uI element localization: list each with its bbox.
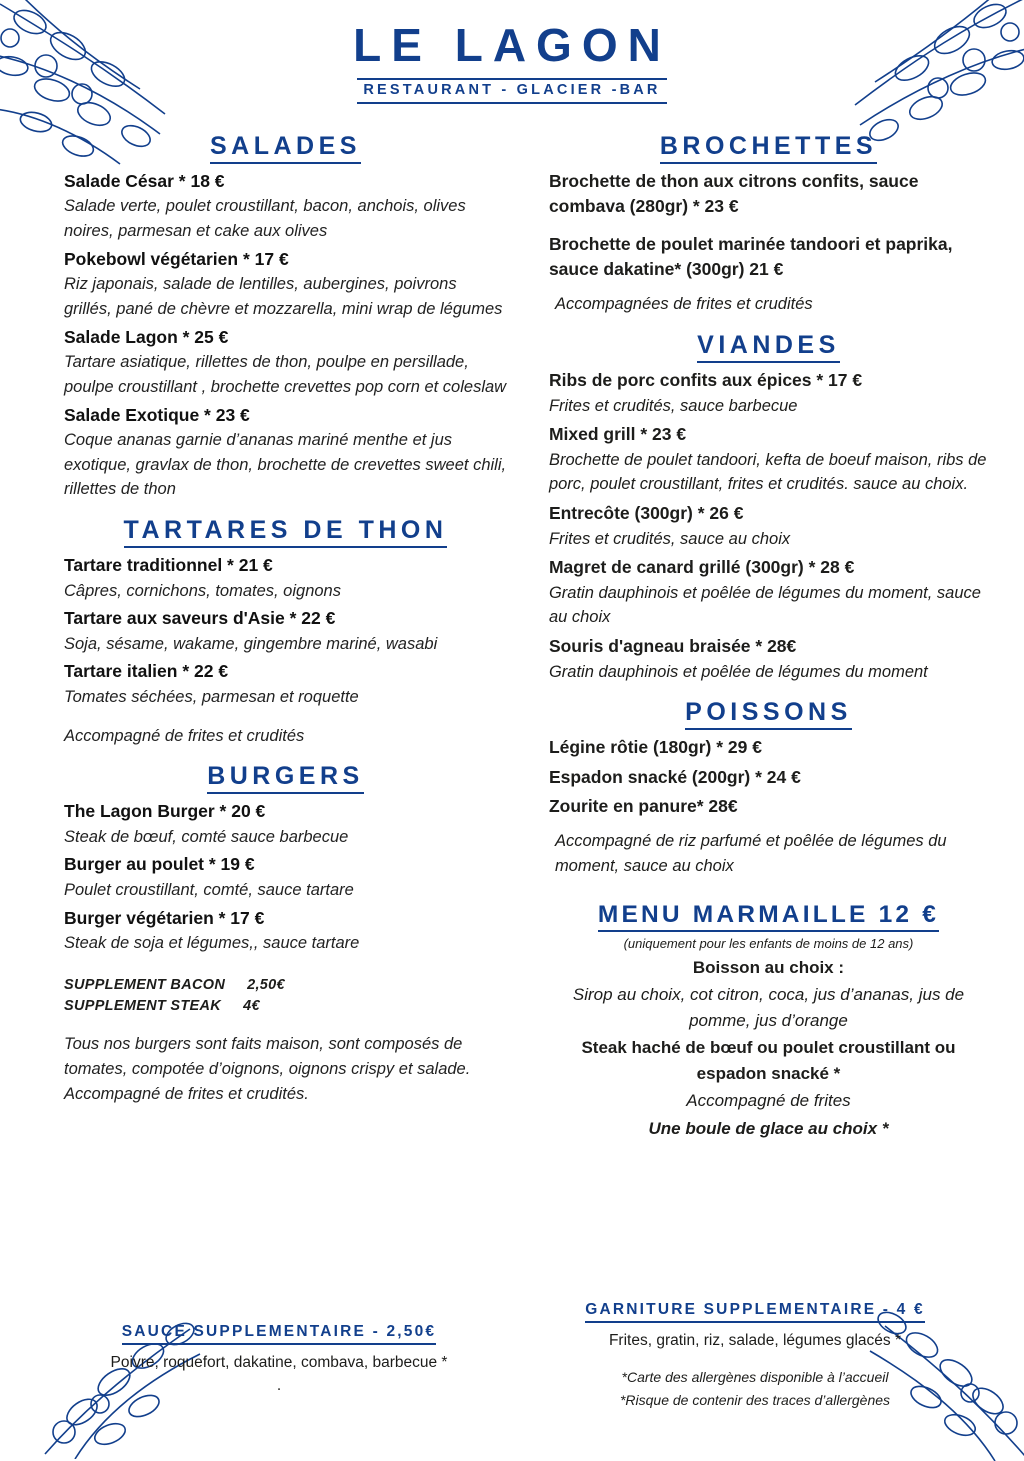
menu-item bbox=[64, 325, 507, 400]
restaurant-name: LE LAGON bbox=[353, 19, 671, 71]
item-description: Frites et crudités, sauce barbecue bbox=[548, 396, 798, 415]
menu-item bbox=[64, 247, 507, 322]
footer-title: SAUCE SUPPLEMENTAIRE - 2,50€ bbox=[122, 1323, 437, 1345]
menu-item bbox=[549, 555, 988, 630]
item-name: Burger au poulet * 19 € bbox=[64, 854, 255, 875]
item-description: Riz japonais, salade de lentilles, aubergines, poivrons grillés, pané de chèvre et mozzarella, mini wrap de légumes bbox=[64, 275, 503, 318]
item-description: Tomates séchées, parmesan et roquette bbox=[64, 687, 359, 706]
item-name: Souris d'agneau braisée * 28€ bbox=[548, 636, 797, 657]
item-description: Steak de soja et légumes,, sauce tartare bbox=[64, 933, 360, 952]
item-description: Steak de bœuf, comté sauce barbecue bbox=[64, 827, 349, 846]
item-name: Tartare traditionnel * 21 € bbox=[64, 555, 273, 576]
item-description: Poulet croustillant, comté, sauce tartare bbox=[64, 880, 354, 899]
section-title-brochettes: BROCHETTES bbox=[549, 132, 988, 161]
menu-item bbox=[549, 169, 988, 220]
menu-item bbox=[64, 852, 507, 902]
item-description: Coque ananas garnie d’ananas mariné menthe et jus exotique, gravlax de thon, brochette de crevettes sweet chili, rillettes de thon bbox=[64, 430, 507, 499]
section-title-tartares: TARTARES DE THON bbox=[64, 516, 507, 545]
allergen-note-1: *Carte des allergènes disponible à l’accueil bbox=[621, 1369, 889, 1386]
item-name: Légine rôtie (180gr) * 29 € bbox=[548, 737, 762, 758]
item-name: Espadon snacké (200gr) * 24 € bbox=[548, 766, 801, 787]
menu-column-left bbox=[26, 118, 513, 1144]
menu-item bbox=[549, 634, 988, 684]
supplement-row bbox=[64, 975, 507, 997]
menu-item bbox=[64, 553, 507, 603]
item-description: Gratin dauphinois et poêlée de légumes du moment bbox=[548, 662, 928, 681]
marmaille-line: Steak haché de bœuf ou poulet croustillant ou espadon snacké * bbox=[581, 1038, 956, 1083]
menu-item bbox=[64, 906, 507, 956]
item-description: Gratin dauphinois et poêlée de légumes du moment, sauce au choix bbox=[548, 583, 981, 627]
item-name: Salade Exotique * 23 € bbox=[64, 404, 250, 425]
supplement-label: SUPPLEMENT STEAK bbox=[64, 998, 222, 1015]
marmaille-subtitle: (uniquement pour les enfants de moins de 12 ans) bbox=[623, 935, 914, 951]
item-name: Ribs de porc confits aux épices * 17 € bbox=[548, 370, 863, 391]
item-description: Tartare asiatique, rillettes de thon, poulpe en persillade, poulpe croustillant , brochette crevettes pop corn et coleslaw bbox=[64, 353, 507, 396]
footer-sauce-supplement bbox=[64, 1323, 494, 1398]
section-note-burgers: Tous nos burgers sont faits maison, sont composés de tomates, compotée d’oignons, oignons crispy et salade. Accompagné de frites et crudités. bbox=[64, 1035, 471, 1103]
supplement-row bbox=[64, 996, 507, 1018]
menu-item bbox=[64, 606, 507, 656]
item-name: Entrecôte (300gr) * 26 € bbox=[548, 503, 744, 524]
menu-item bbox=[64, 799, 507, 849]
footer-text: Poivre, roquefort, dakatine, combava, barbecue * bbox=[110, 1353, 448, 1371]
menu-item bbox=[64, 403, 507, 503]
item-name: Zourite en panure* 28€ bbox=[548, 796, 738, 817]
menu-item bbox=[549, 422, 988, 497]
footer-dot: . bbox=[276, 1376, 282, 1394]
section-note-brochettes: Accompagnées de frites et crudités bbox=[554, 295, 813, 314]
menu-item bbox=[549, 765, 988, 790]
item-name: Brochette de thon aux citrons confits, sauce combava (280gr) * 23 € bbox=[548, 170, 919, 217]
marmaille-line: Boisson au choix : bbox=[692, 957, 845, 977]
item-name: Tartare italien * 22 € bbox=[64, 661, 229, 682]
item-description: Salade verte, poulet croustillant, bacon, anchois, olives noires, parmesan et cake aux olives bbox=[64, 197, 466, 241]
menu-column-right bbox=[513, 118, 998, 1144]
item-name: Mixed grill * 23 € bbox=[548, 424, 687, 445]
supplement-price: 4€ bbox=[243, 998, 260, 1015]
footer-title: GARNITURE SUPPLEMENTAIRE - 4 € bbox=[585, 1301, 925, 1323]
section-title-marmaille: MENU MARMAILLE 12 € bbox=[549, 901, 988, 929]
menu-header bbox=[0, 0, 1024, 104]
marmaille-line: Une boule de glace au choix * bbox=[648, 1118, 889, 1138]
section-title-burgers: BURGERS bbox=[64, 762, 507, 791]
item-name: Salade César * 18 € bbox=[64, 170, 225, 191]
menu-item bbox=[64, 169, 507, 244]
restaurant-tagline: RESTAURANT - GLACIER -BAR bbox=[357, 78, 666, 104]
item-description: Soja, sésame, wakame, gingembre mariné, wasabi bbox=[64, 634, 438, 653]
section-title-salades: SALADES bbox=[64, 132, 507, 161]
item-description: Brochette de poulet tandoori, kefta de boeuf maison, ribs de porc, poulet croustillant, frites et crudités. sauce au choix. bbox=[548, 450, 987, 494]
menu-item bbox=[549, 794, 988, 819]
section-title-viandes: VIANDES bbox=[549, 331, 988, 360]
menu-item bbox=[549, 735, 988, 760]
item-name: Salade Lagon * 25 € bbox=[64, 326, 229, 347]
supplement-label: SUPPLEMENT BACON bbox=[64, 976, 226, 993]
section-note-tartares: Accompagné de frites et crudités bbox=[64, 726, 305, 745]
allergen-note-2: *Risque de contenir des traces d’allergènes bbox=[619, 1391, 891, 1408]
item-name: Magret de canard grillé (300gr) * 28 € bbox=[548, 557, 855, 578]
item-name: Brochette de poulet marinée tandoori et paprika, sauce dakatine* (300gr) 21 € bbox=[548, 233, 953, 280]
menu-item bbox=[64, 659, 507, 709]
item-name: Burger végétarien * 17 € bbox=[64, 907, 265, 928]
menu-item bbox=[549, 368, 988, 418]
section-note-poissons: Accompagné de riz parfumé et poêlée de légumes du moment, sauce au choix bbox=[554, 832, 947, 876]
item-name: The Lagon Burger * 20 € bbox=[64, 801, 266, 822]
menu-columns bbox=[0, 104, 1024, 1144]
marmaille-line: Accompagné de frites bbox=[686, 1091, 851, 1111]
supplement-price: 2,50€ bbox=[247, 976, 285, 993]
section-title-poissons: POISSONS bbox=[549, 698, 988, 727]
footer-garniture-supplement bbox=[540, 1301, 970, 1411]
item-description: Câpres, cornichons, tomates, oignons bbox=[64, 581, 341, 600]
item-name: Tartare aux saveurs d'Asie * 22 € bbox=[64, 608, 336, 629]
footer-text: Frites, gratin, riz, salade, légumes glacés * bbox=[608, 1331, 902, 1349]
marmaille-line: Sirop au choix, cot citron, coca, jus d’ananas, jus de pomme, jus d’orange bbox=[572, 985, 965, 1030]
item-name: Pokebowl végétarien * 17 € bbox=[64, 248, 289, 269]
item-description: Frites et crudités, sauce au choix bbox=[548, 529, 791, 548]
menu-item bbox=[549, 501, 988, 551]
menu-item bbox=[549, 232, 988, 283]
